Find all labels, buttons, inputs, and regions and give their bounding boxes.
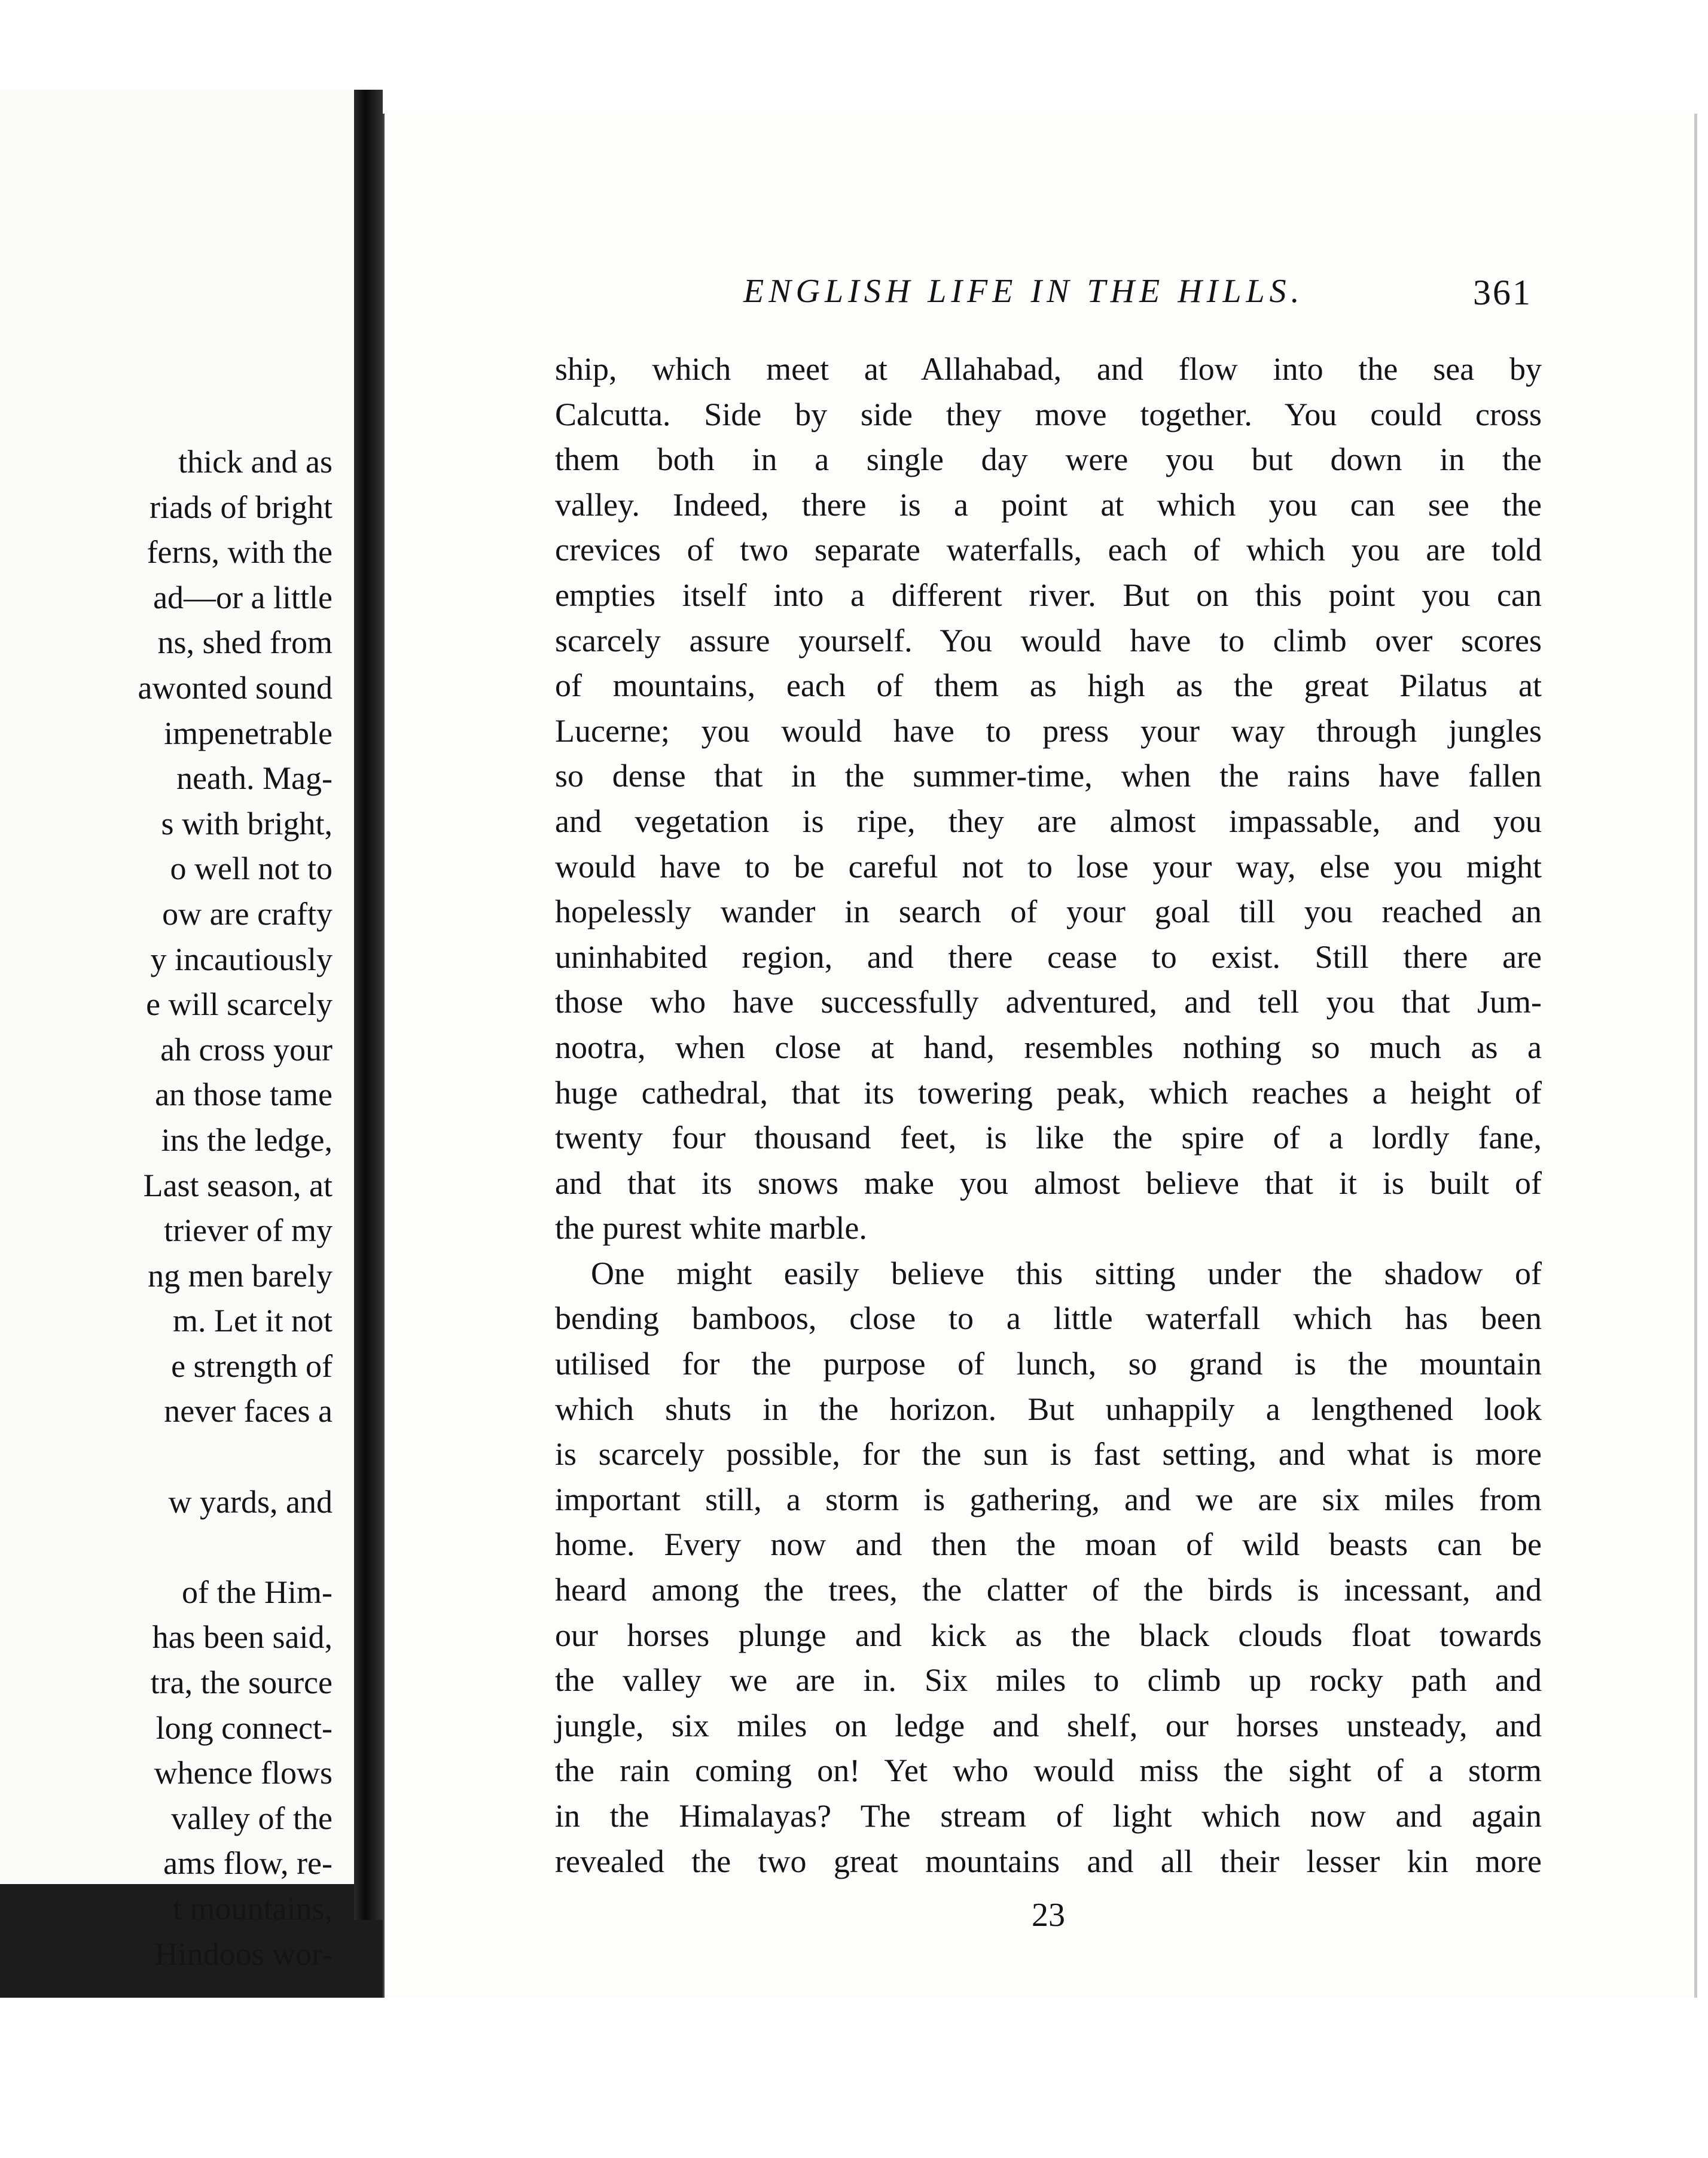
body-text (555, 347, 1542, 1884)
left-text-line: tra, the source (150, 1665, 333, 1701)
left-text-line: e strength of (171, 1348, 333, 1384)
left-text-line: has been said, (152, 1619, 333, 1656)
text-line: nootra, when close at hand, resembles nothing so much as a (555, 1029, 1542, 1065)
left-text-line (0, 1434, 333, 1480)
left-text-line: triever of my (164, 1212, 333, 1249)
text-line: empties itself into a different river. But on this point you can (555, 577, 1542, 613)
text-line: is scarcely possible, for the sun is fast setting, and what is more (555, 1436, 1542, 1473)
left-text-line: m. Let it not (173, 1303, 333, 1339)
text-line: the purest white marble. (555, 1210, 867, 1246)
right-page (383, 114, 1697, 2004)
left-text-line: y incautiously (150, 941, 333, 977)
left-page (0, 90, 358, 1972)
text-line: of mountains, each of them as high as the great Pilatus at (555, 667, 1542, 704)
text-line: hopelessly wander in search of your goal till you reached an (555, 894, 1542, 930)
left-text-line: of the Him- (182, 1574, 333, 1610)
text-line: important still, a storm is gathering, and we are six miles from (555, 1481, 1542, 1517)
left-text-line: t mountains, (173, 1891, 333, 1927)
left-text-line: ams flow, re- (163, 1845, 333, 1882)
running-head-title: ENGLISH LIFE IN THE HILLS. (743, 273, 1304, 310)
text-line: scarcely assure yourself. You would have to climb over scores (555, 622, 1542, 659)
text-line: heard among the trees, the clatter of the birds is incessant, and (555, 1572, 1542, 1608)
text-line: and that its snows make you almost believe that it is built of (555, 1165, 1542, 1201)
left-text-line: w yards, and (168, 1483, 333, 1520)
left-text-line: Hindoos wor- (154, 1936, 333, 1972)
text-line: them both in a single day were you but down in the (555, 441, 1542, 478)
left-text-line: thick and as (178, 444, 333, 480)
left-text-line: ah cross your (160, 1031, 333, 1068)
text-line: utilised for the purpose of lunch, so grand is the mountain (555, 1346, 1542, 1382)
left-text-line: riads of bright (150, 489, 333, 525)
left-text-line: ins the ledge, (161, 1121, 333, 1158)
text-line: home. Every now and then the moan of wild beasts can be (555, 1526, 1542, 1563)
left-text-line: awonted sound (138, 669, 333, 706)
book-gutter (354, 90, 383, 1920)
text-line: in the Himalayas? The stream of light which now and again (555, 1798, 1542, 1834)
running-head (385, 272, 1694, 320)
left-text-line: o well not to (170, 851, 333, 887)
page-number: 361 (1473, 273, 1532, 312)
left-page-text (0, 440, 333, 1977)
text-line: Calcutta. Side by side they move together. You could cross (555, 396, 1542, 432)
left-text-line: Last season, at (143, 1167, 333, 1203)
text-line: Lucerne; you would have to press your way through jungles (555, 712, 1542, 749)
signature-mark: 23 (1032, 1897, 1065, 1934)
left-text-line: e will scarcely (146, 986, 333, 1023)
left-text-line: valley of the (171, 1800, 333, 1836)
text-line: huge cathedral, that its towering peak, which reaches a height of (555, 1074, 1542, 1111)
left-text-line: an those tame (155, 1077, 333, 1113)
text-line: crevices of two separate waterfalls, each of which you are told (555, 532, 1542, 568)
left-text-line: ad—or a little (153, 579, 333, 615)
text-line: bending bamboos, close to a little waterfall which has been (555, 1300, 1542, 1337)
left-text-line: neath. Mag- (176, 760, 333, 797)
left-text-line: whence flows (154, 1755, 333, 1791)
text-line: jungle, six miles on ledge and shelf, our horses unsteady, and (555, 1707, 1542, 1744)
left-text-line: ferns, with the (147, 534, 333, 571)
text-line: One might easily believe this sitting under the shadow of (591, 1255, 1542, 1291)
left-text-line: ow are crafty (162, 895, 333, 932)
text-line: valley. Indeed, there is a point at which you can see the (555, 486, 1542, 523)
text-line: uninhabited region, and there cease to exist. Still there are (555, 938, 1542, 975)
text-line: so dense that in the summer-time, when the rains have fallen (555, 758, 1542, 794)
text-line: the valley we are in. Six miles to climb up rocky path and (555, 1662, 1542, 1699)
text-line: ship, which meet at Allahabad, and flow into the sea by (555, 351, 1542, 387)
left-text-line (0, 1525, 333, 1570)
left-text-line: ns, shed from (157, 624, 333, 661)
left-text-line: never faces a (164, 1393, 333, 1429)
text-line: would have to be careful not to lose your way, else you might (555, 848, 1542, 885)
left-text-line: impenetrable (164, 715, 333, 751)
text-line: our horses plunge and kick as the black clouds float towards (555, 1617, 1542, 1653)
text-line: which shuts in the horizon. But unhappily a lengthened look (555, 1391, 1542, 1427)
text-line: the rain coming on! Yet who would miss the sight of a storm (555, 1752, 1542, 1789)
text-line: those who have successfully adventured, and tell you that Jum- (555, 984, 1542, 1020)
text-line: and vegetation is ripe, they are almost impassable, and you (555, 803, 1542, 839)
scan-bottom (0, 1998, 1708, 2158)
left-text-line: long connect- (155, 1709, 333, 1746)
text-line: twenty four thousand feet, is like the spire of a lordly fane, (555, 1120, 1542, 1156)
left-text-line: ng men barely (148, 1257, 333, 1294)
left-text-line: s with bright, (161, 805, 333, 842)
text-line: revealed the two great mountains and all their lesser kin more (555, 1843, 1542, 1879)
